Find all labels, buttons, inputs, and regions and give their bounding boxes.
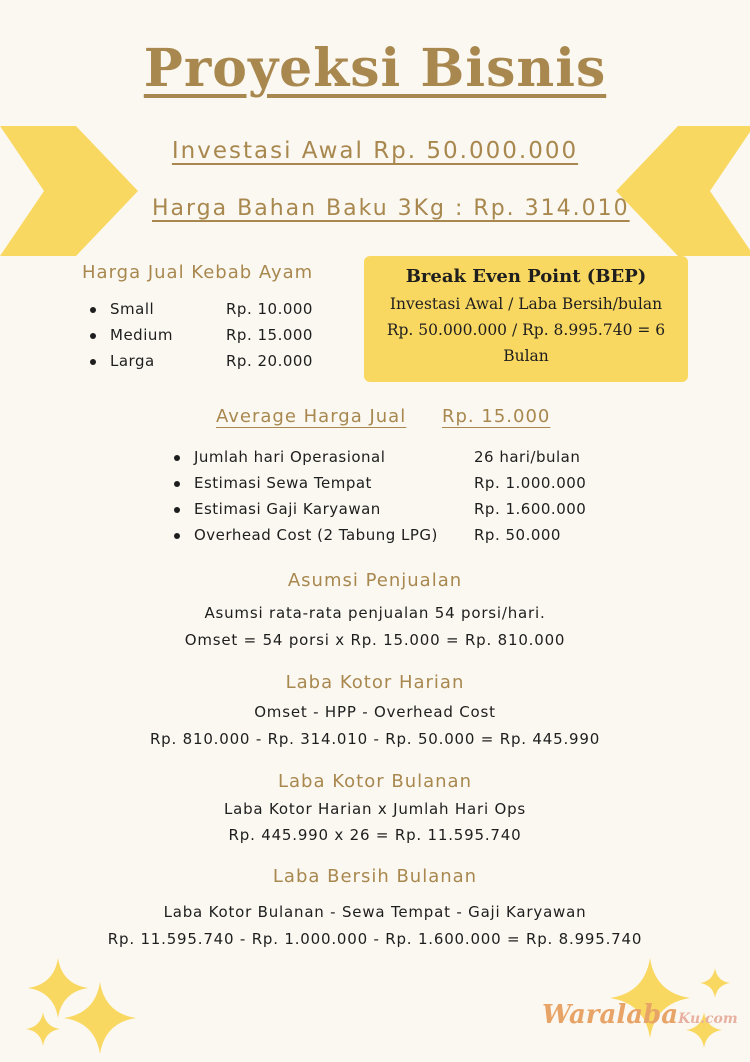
sparkle-icon: [26, 1012, 60, 1046]
size-price: Rp. 15.000: [226, 326, 313, 344]
list-item: [90, 326, 173, 344]
bep-result: Bulan: [503, 347, 549, 365]
laba-bulanan-calculation: Rp. 445.990 x 26 = Rp. 11.595.740: [228, 826, 522, 844]
harga-jual-title: Harga Jual Kebab Ayam: [82, 262, 314, 283]
cost-label: Estimasi Sewa Tempat: [194, 474, 372, 492]
investasi-awal: Investasi Awal Rp. 50.000.000: [171, 138, 579, 164]
cost-value: Rp. 50.000: [474, 526, 561, 544]
bullet-icon: [174, 455, 180, 461]
laba-bulanan-title: Laba Kotor Bulanan: [278, 771, 472, 792]
size-label: Medium: [110, 326, 173, 344]
cost-label: Overhead Cost (2 Tabung LPG): [194, 526, 438, 544]
list-item: [174, 474, 372, 492]
page-title: Proyeksi Bisnis: [143, 38, 607, 99]
average-value: Rp. 15.000: [442, 406, 551, 427]
logo-text-main: Waralaba: [542, 1000, 679, 1030]
laba-harian-calculation: Rp. 810.000 - Rp. 314.010 - Rp. 50.000 = Rp. 445.990: [149, 730, 601, 748]
average-label: Average Harga Jual: [216, 406, 407, 427]
list-item: [90, 352, 155, 370]
waralabaku-logo: [542, 1000, 738, 1030]
laba-harian-title: Laba Kotor Harian: [285, 672, 465, 693]
list-item: [174, 500, 381, 518]
asumsi-title: Asumsi Penjualan: [287, 570, 463, 591]
size-price: Rp. 10.000: [226, 300, 313, 318]
sparkle-icon: [64, 982, 136, 1054]
bullet-icon: [174, 507, 180, 513]
bullet-icon: [90, 307, 96, 313]
list-item: [174, 526, 438, 544]
size-price: Rp. 20.000: [226, 352, 313, 370]
logo-text-domain: Ku.com: [678, 1011, 738, 1027]
bep-title: Break Even Point (BEP): [405, 266, 647, 287]
cost-label: Jumlah hari Operasional: [194, 448, 386, 466]
bep-box: [364, 256, 688, 382]
bullet-icon: [90, 333, 96, 339]
asumsi-omset: Omset = 54 porsi x Rp. 15.000 = Rp. 810.000: [184, 631, 566, 649]
size-label: Larga: [110, 352, 155, 370]
bullet-icon: [174, 481, 180, 487]
sparkle-icon: [700, 968, 730, 998]
bullet-icon: [174, 533, 180, 539]
cost-label: Estimasi Gaji Karyawan: [194, 500, 381, 518]
size-label: Small: [110, 300, 155, 318]
bullet-icon: [90, 359, 96, 365]
laba-bersih-title: Laba Bersih Bulanan: [272, 866, 478, 887]
laba-bulanan-formula: Laba Kotor Harian x Jumlah Hari Ops: [223, 800, 527, 818]
laba-bersih-calculation: Rp. 11.595.740 - Rp. 1.000.000 - Rp. 1.600.000 = Rp. 8.995.740: [107, 930, 643, 948]
cost-value: 26 hari/bulan: [474, 448, 581, 466]
list-item: [174, 448, 385, 466]
bep-formula: Investasi Awal / Laba Bersih/bulan: [389, 295, 663, 313]
cost-value: Rp. 1.000.000: [474, 474, 587, 492]
laba-bersih-formula: Laba Kotor Bulanan - Sewa Tempat - Gaji Karyawan: [163, 903, 587, 921]
asumsi-line: Asumsi rata-rata penjualan 54 porsi/hari.: [204, 604, 546, 622]
cost-value: Rp. 1.600.000: [474, 500, 587, 518]
list-item: [90, 300, 154, 318]
laba-harian-formula: Omset - HPP - Overhead Cost: [254, 703, 496, 721]
harga-bahan-baku: Harga Bahan Baku 3Kg : Rp. 314.010: [152, 196, 630, 221]
bep-calculation: Rp. 50.000.000 / Rp. 8.995.740 = 6: [386, 321, 666, 339]
